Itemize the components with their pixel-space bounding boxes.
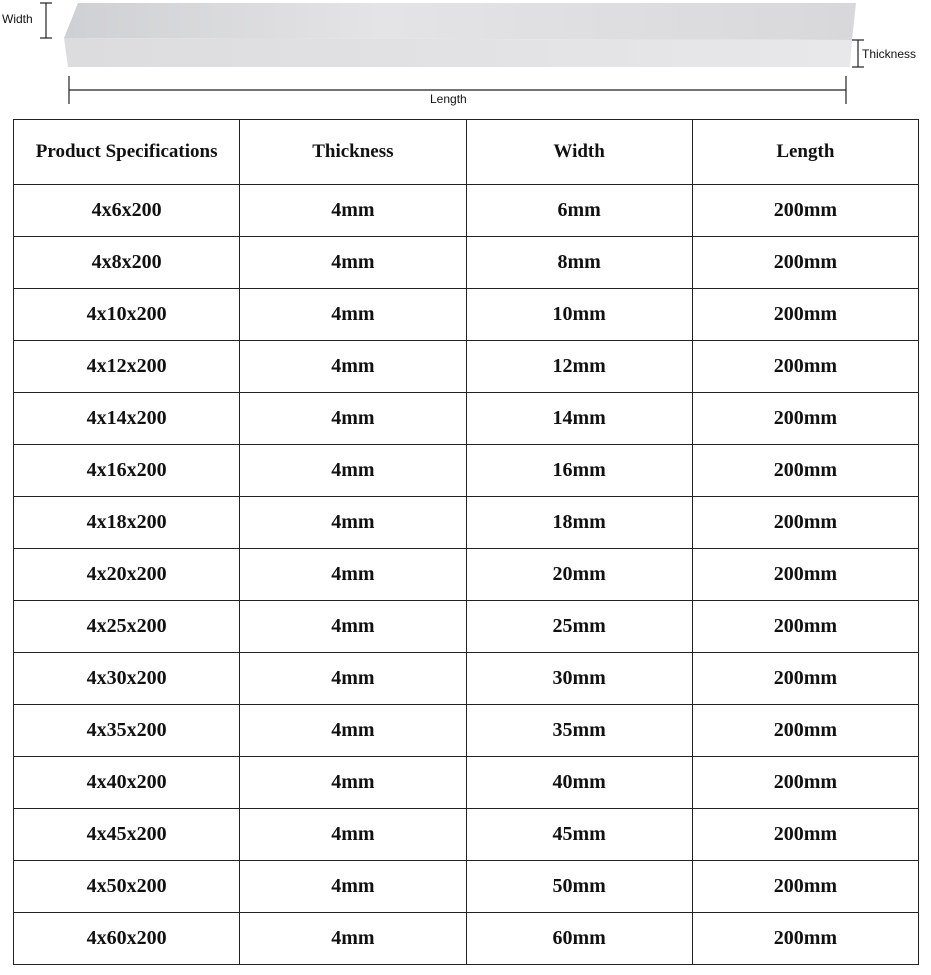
thickness-cell: 4mm <box>240 757 466 809</box>
thickness-cell: 4mm <box>240 861 466 913</box>
spec-cell: 4x18x200 <box>14 497 240 549</box>
table-row <box>14 289 919 341</box>
width-cell: 40mm <box>466 757 692 809</box>
header-width: Width <box>466 120 692 185</box>
thickness-label: Thickness <box>862 47 917 61</box>
thickness-cell: 4mm <box>240 237 466 289</box>
spec-cell: 4x6x200 <box>14 185 240 237</box>
length-cell: 200mm <box>692 809 918 861</box>
length-cell: 200mm <box>692 861 918 913</box>
thickness-cell: 4mm <box>240 289 466 341</box>
length-cell: 200mm <box>692 653 918 705</box>
table-row <box>14 913 919 965</box>
spec-cell: 4x25x200 <box>14 601 240 653</box>
width-cell: 35mm <box>466 705 692 757</box>
spec-cell: 4x20x200 <box>14 549 240 601</box>
table-row <box>14 809 919 861</box>
length-cell: 200mm <box>692 185 918 237</box>
width-cell: 25mm <box>466 601 692 653</box>
header-spec: Product Specifications <box>14 120 240 185</box>
width-cell: 14mm <box>466 393 692 445</box>
spec-cell: 4x30x200 <box>14 653 240 705</box>
thickness-cell: 4mm <box>240 393 466 445</box>
width-cell: 50mm <box>466 861 692 913</box>
spec-cell: 4x12x200 <box>14 341 240 393</box>
width-cell: 60mm <box>466 913 692 965</box>
length-cell: 200mm <box>692 445 918 497</box>
width-cell: 18mm <box>466 497 692 549</box>
length-cell: 200mm <box>692 549 918 601</box>
spec-cell: 4x45x200 <box>14 809 240 861</box>
thickness-cell: 4mm <box>240 705 466 757</box>
thickness-cell: 4mm <box>240 913 466 965</box>
width-cell: 16mm <box>466 445 692 497</box>
width-label: Width <box>2 12 33 26</box>
width-cell: 8mm <box>466 237 692 289</box>
thickness-cell: 4mm <box>240 653 466 705</box>
spec-cell: 4x50x200 <box>14 861 240 913</box>
width-cell: 10mm <box>466 289 692 341</box>
length-cell: 200mm <box>692 757 918 809</box>
spec-table <box>13 119 919 965</box>
thickness-cell: 4mm <box>240 497 466 549</box>
header-length: Length <box>692 120 918 185</box>
header-row <box>14 120 919 185</box>
table-row <box>14 653 919 705</box>
header-thickness: Thickness <box>240 120 466 185</box>
table-row <box>14 185 919 237</box>
spec-cell: 4x14x200 <box>14 393 240 445</box>
table-row <box>14 549 919 601</box>
table-row <box>14 757 919 809</box>
width-cell: 20mm <box>466 549 692 601</box>
spec-cell: 4x60x200 <box>14 913 240 965</box>
length-cell: 200mm <box>692 913 918 965</box>
steel-bar-diagram <box>0 0 931 115</box>
table-row <box>14 861 919 913</box>
table-row <box>14 341 919 393</box>
table-row <box>14 237 919 289</box>
width-cell: 6mm <box>466 185 692 237</box>
length-cell: 200mm <box>692 237 918 289</box>
spec-cell: 4x35x200 <box>14 705 240 757</box>
width-cell: 45mm <box>466 809 692 861</box>
spec-cell: 4x8x200 <box>14 237 240 289</box>
width-cell: 30mm <box>466 653 692 705</box>
thickness-cell: 4mm <box>240 601 466 653</box>
length-cell: 200mm <box>692 497 918 549</box>
thickness-cell: 4mm <box>240 341 466 393</box>
length-label: Length <box>430 92 467 106</box>
thickness-cell: 4mm <box>240 809 466 861</box>
length-cell: 200mm <box>692 601 918 653</box>
length-cell: 200mm <box>692 705 918 757</box>
length-cell: 200mm <box>692 393 918 445</box>
table-row <box>14 497 919 549</box>
length-cell: 200mm <box>692 341 918 393</box>
thickness-cell: 4mm <box>240 445 466 497</box>
width-cell: 12mm <box>466 341 692 393</box>
spec-cell: 4x40x200 <box>14 757 240 809</box>
thickness-cell: 4mm <box>240 549 466 601</box>
table-row <box>14 393 919 445</box>
table-row <box>14 445 919 497</box>
table-row <box>14 705 919 757</box>
thickness-cell: 4mm <box>240 185 466 237</box>
spec-cell: 4x10x200 <box>14 289 240 341</box>
length-cell: 200mm <box>692 289 918 341</box>
table-row <box>14 601 919 653</box>
spec-cell: 4x16x200 <box>14 445 240 497</box>
